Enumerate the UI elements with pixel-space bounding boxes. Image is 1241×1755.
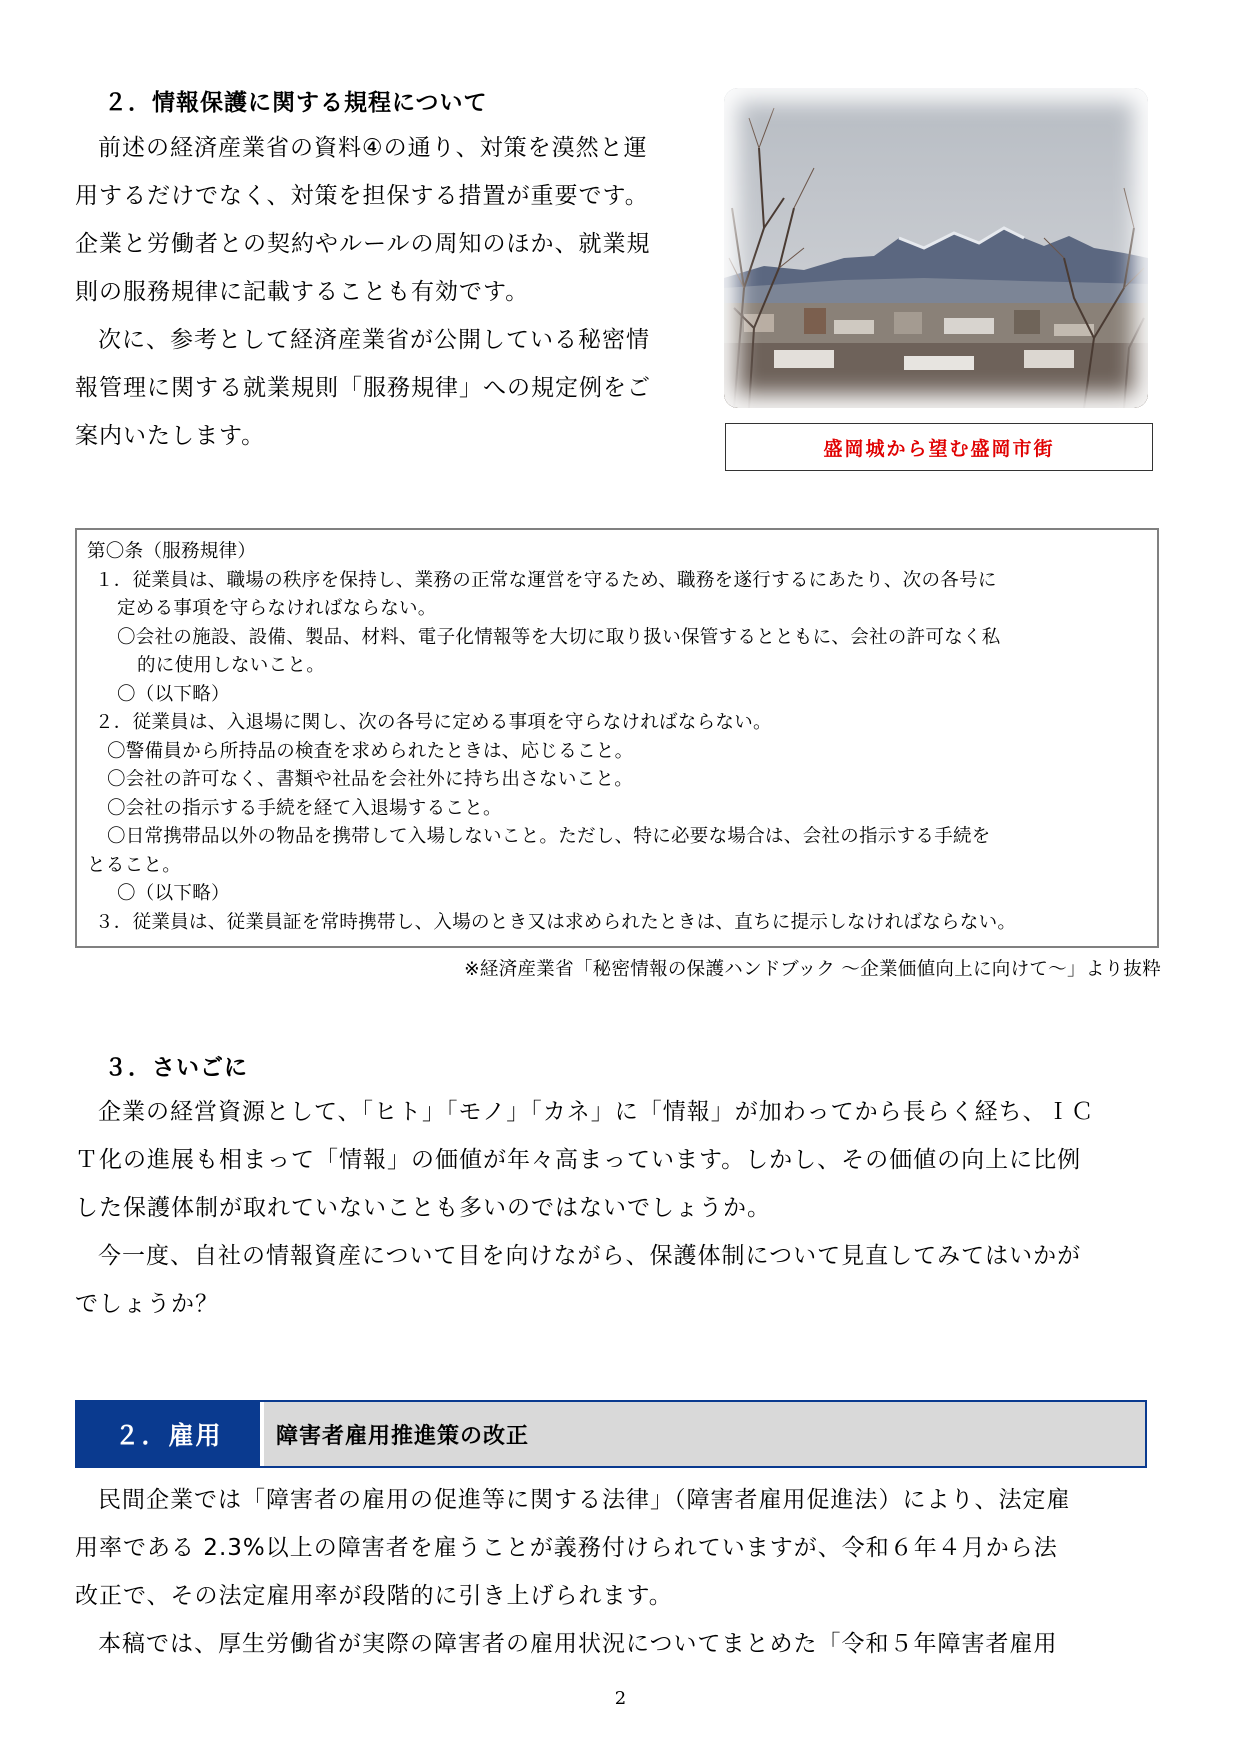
rules-line: 〇（以下略）: [117, 683, 230, 705]
paragraph-line: 用率である 2.3%以上の障害者を雇うことが義務付けられていますが、令和６年４月から法: [75, 1535, 1058, 1561]
page-number: 2: [614, 1688, 627, 1709]
section-body: [75, 1476, 1165, 1668]
rules-line: 定める事項を守らなければならない。: [117, 598, 437, 619]
rules-line: ２．従業員は、入退場に関し、次の各号に定める事項を守らなければならない。: [95, 712, 772, 733]
paragraph-line: 企業の経営資源として、「ヒト」「モノ」「カネ」に「情報」が加わってから長らく経ち、ＩＣ: [98, 1099, 1095, 1125]
rules-line: 〇警備員から所持品の検査を求められたときは、応じること。: [107, 740, 634, 762]
rules-line: とること。: [87, 854, 182, 876]
rules-line: 的に使用しないこと。: [137, 655, 326, 676]
rules-line: 〇会社の施設、設備、製品、材料、電子化情報等を大切に取り扱い保管するとともに、会社の許可なく私: [117, 626, 1001, 648]
paragraph-line: 次に、参考として経済産業省が公開している秘密情: [98, 327, 650, 353]
chapter-label: ２．雇用: [77, 1402, 260, 1466]
paragraph-line: 改正で、その法定雇用率が段階的に引き上げられます。: [75, 1583, 673, 1609]
photo-caption: 盛岡城から望む盛岡市街: [725, 423, 1153, 471]
section-body: [75, 1088, 1165, 1328]
city-photo: [724, 88, 1148, 408]
paragraph-line: 前述の経済産業省の資料④の通り、対策を漠然と運: [98, 135, 648, 161]
section-body: [75, 124, 705, 460]
paragraph-line: 用するだけでなく、対策を担保する措置が重要です。: [75, 183, 649, 209]
rules-line: １．従業員は、職場の秩序を保持し、業務の正常な運営を守るため、職務を遂行するにあたり、次の各号に: [95, 569, 997, 591]
chapter-title: 障害者雇用推進策の改正: [260, 1402, 1145, 1466]
paragraph-line: 報管理に関する就業規則「服務規律」への規定例をご: [75, 375, 651, 401]
rules-line: 〇日常携帯品以外の物品を携帯して入場しないこと。ただし、特に必要な場合は、会社の指示する手続を: [107, 826, 991, 847]
chapter-band: [75, 1400, 1147, 1468]
paragraph-line: 民間企業では「障害者の雇用の促進等に関する法律」（障害者雇用促進法）により、法定雇: [98, 1487, 1071, 1513]
rules-line: 〇会社の許可なく、書類や社品を会社外に持ち出さないこと。: [107, 769, 634, 790]
rules-line: 第〇条（服務規律）: [87, 541, 257, 562]
section-heading: ３．さいごに: [104, 1055, 248, 1081]
rules-line: ３．従業員は、従業員証を常時携帯し、入場のとき又は求められたときは、直ちに提示しなければならない。: [95, 911, 1017, 933]
rules-box: [75, 528, 1159, 948]
paragraph-line: した保護体制が取れていないことも多いのではないでしょうか。: [75, 1195, 771, 1221]
paragraph-line: 今一度、自社の情報資産について目を向けながら、保護体制について見直してみてはいかが: [98, 1243, 1082, 1269]
paragraph-line: でしょうか？: [75, 1291, 219, 1317]
rules-line: 〇（以下略）: [117, 883, 230, 904]
paragraph-line: 企業と労働者との契約やルールの周知のほか、就業規: [75, 231, 651, 257]
paragraph-line: 則の服務規律に記載することも有効です。: [75, 279, 530, 305]
source-note: ※経済産業省「秘密情報の保護ハンドブック ～企業価値向上に向けて～」より抜粋: [464, 959, 1161, 980]
rules-line: 〇会社の指示する手続を経て入退場すること。: [107, 797, 502, 819]
paragraph-line: 案内いたします。: [75, 423, 266, 449]
section-heading: ２．情報保護に関する規程について: [104, 90, 488, 116]
paragraph-line: Ｔ化の進展も相まって「情報」の価値が年々高まっています。しかし、その価値の向上に比例: [75, 1147, 1082, 1173]
paragraph-line: 本稿では、厚生労働省が実際の障害者の雇用状況についてまとめた「令和５年障害者雇用: [98, 1631, 1058, 1657]
